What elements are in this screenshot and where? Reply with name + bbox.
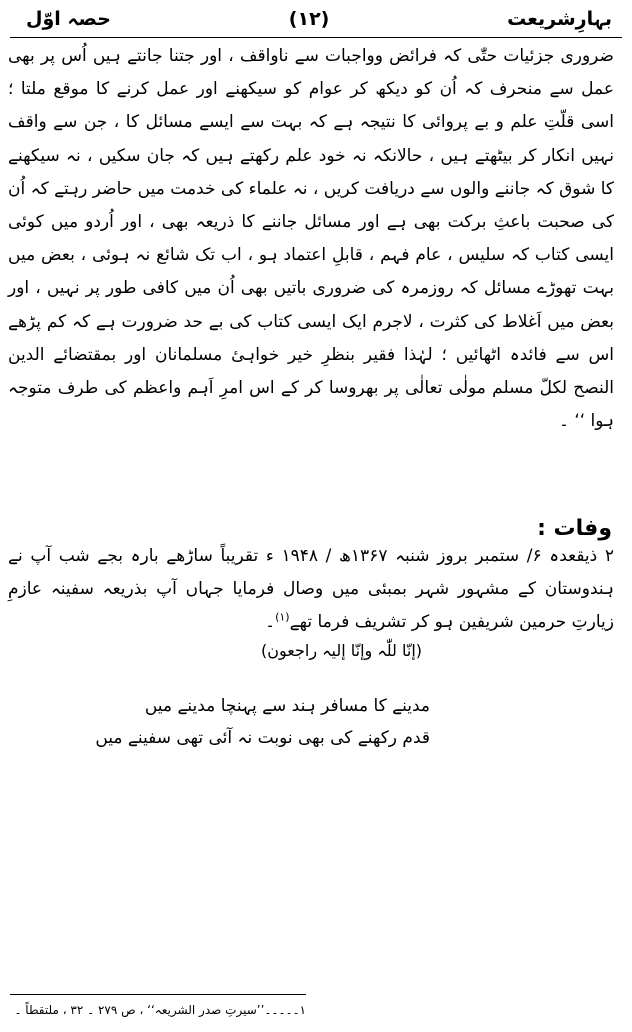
footnote: ۱۔۔۔۔۔’’سیرتِ صدر الشریعہ‘‘ ، ص ۲۷۹ ۔ ۳۲ ، ملتقطاً ۔ (14, 1003, 306, 1017)
section-heading-wafat: وفات : (537, 516, 612, 541)
wafat-text (8, 540, 614, 639)
couplet-verse-2: قدم رکھنے کی بھی نوبت نہ آئی تھی سفینے میں (95, 728, 430, 748)
book-title: بہارِشریعت (507, 8, 612, 30)
sentence-end: ۔ (265, 612, 276, 632)
intro-paragraph: ضروری جزئیات حتّٰی کہ فرائض وواجبات سے ناواقف ، اور جتنا جانتے ہیں اُس پر بھی عمل سے منحرف کہ اُن کو دیکھ کر عوام کو سیکھنے اور عمل کرنے کا موقع ملتا ؛ اسی قلّتِ علم و بے پروائی کا نتیجہ ہے کہ بہت سے ایسے مسائل کا ، جن سے واقف نہیں انکار کر بیٹھتے ہیں ، حالانکہ نہ خود علم رکھتے ہیں کہ جان سکیں ، نہ سیکھنے کا شوق کہ جاننے والوں سے دریافت کریں ، نہ علماء کی خدمت میں حاضر رہتے کہ اُن کی صحبت باعثِ برکت بھی ہے اور مسائل جاننے کا ذریعہ بھی ، اور اُردو میں کوئی ایسی کتاب کہ سلیس ، عام فہم ، قابلِ اعتماد ہو ، اب تک شائع نہ ہوئی ، بعض میں بہت تھوڑے مسائل کہ روزمرہ کی ضروری باتیں بھی اُن میں کافی طور پر نہیں ، اور بعض میں اَغلاط کی کثرت ، لاجرم ایک ایسی کتاب کی بے حد ضرورت ہے کہ کم پڑھے اس سے فائدہ اٹھائیں ؛ لہٰذا فقیر بنظرِ خیر خواہیٔ مسلمانان اور بمقتضائے الدین النصح لکلّ مسلم مولٰی تعالٰی پر بھروسا کر کے اس امرِ اَہم واعظم کی طرف متوجہ ہوا ‘‘ ۔ (8, 46, 614, 432)
couplet-verse-1: مدینے کا مسافر ہند سے پہنچا مدینے میں (144, 696, 430, 716)
page-number: (۱۲) (288, 8, 330, 30)
poetry-couplet (0, 690, 632, 754)
arabic-dua-line: (إنّا للّٰہ وإنّا إلیہ راجعون) (261, 641, 422, 660)
page-header (26, 4, 612, 34)
wafat-paragraph (8, 540, 614, 639)
intro-text (8, 40, 614, 438)
footnote-divider (10, 994, 306, 995)
header-divider (10, 37, 622, 38)
part-label: حصہ اوّل (26, 8, 111, 30)
wafat-sentence: ۲ ذیقعدہ ۶/ ستمبر بروز شنبہ ۱۳۶۷ھ / ۱۹۴۸ ء تقریباً ساڑھے بارہ بجے شب آپ نے ہندوستان کے مشہور شہر بمبئی میں وصال فرمایا جہاں آپ بذریعہ سفینہ عازمِ زیارتِ حرمین شریفین ہو کر تشریف فرما تھے (8, 546, 614, 632)
footnote-marker: (۱) (275, 610, 290, 624)
